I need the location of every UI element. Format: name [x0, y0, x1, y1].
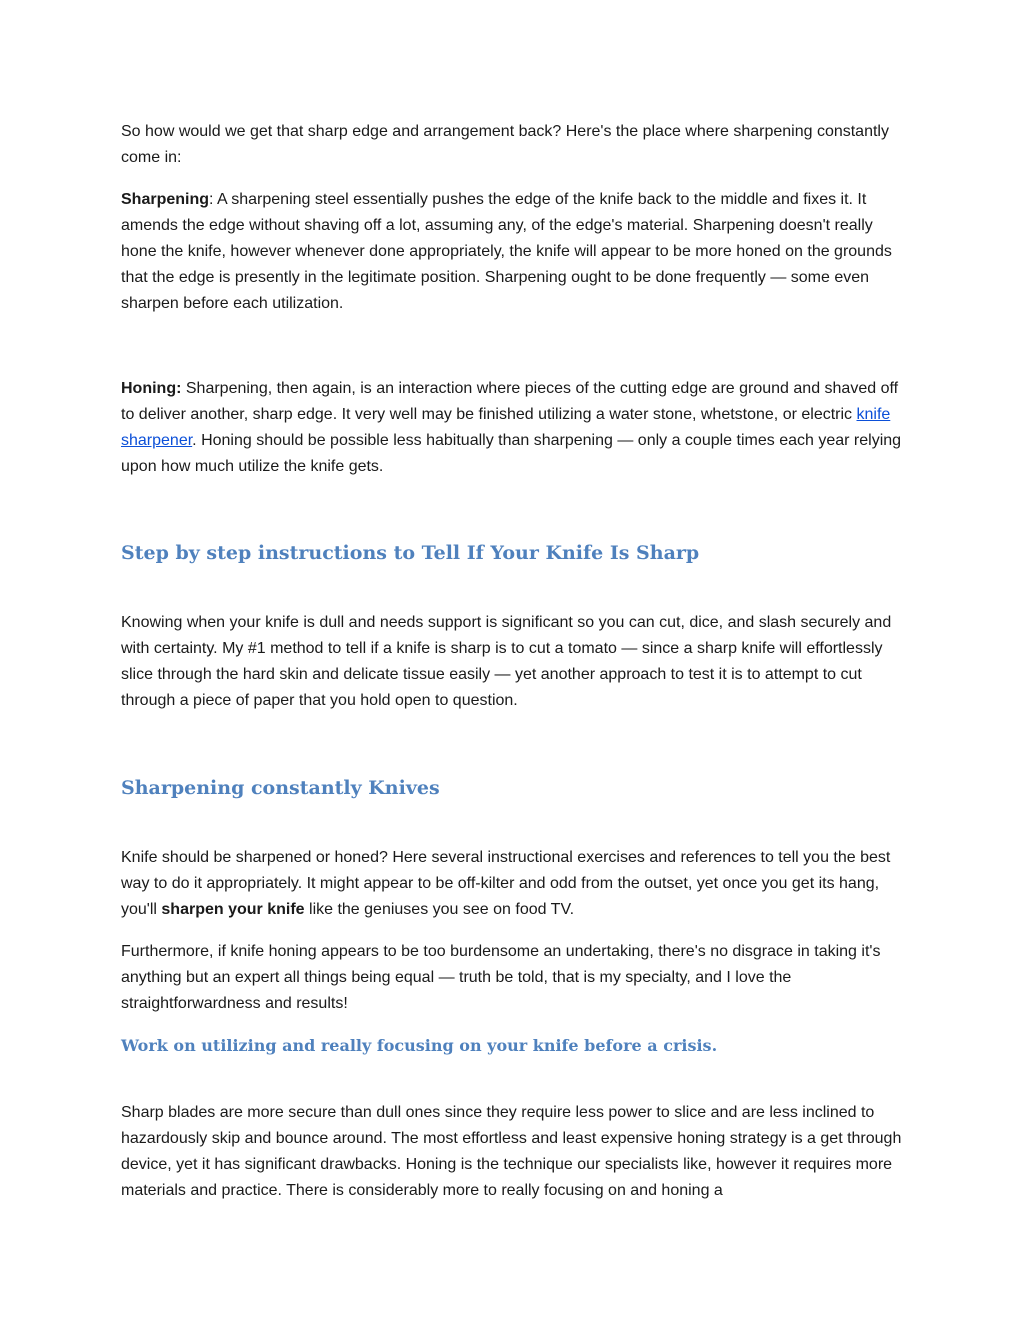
section-heading-before-crisis: Work on utilizing and really focusing on your knife before a crisis.: [121, 1036, 718, 1055]
intro-text: So how would we get that sharp edge and arrangement back? Here's the place where sharpening constantly come in:: [121, 123, 889, 166]
sharpening-term: Sharpening: [121, 191, 210, 208]
blades-paragraph: [121, 1100, 911, 1204]
sharpening-knives-text-before: Knife should be sharpened or honed? Here several instructional exercises and references to tell you the best way to do it appropriately. It might appear to be off-kilter and odd from the outset, yet once you get its hang, you'll: [121, 849, 891, 918]
blades-text: Sharp blades are more secure than dull ones since they require less power to slice and are less inclined to hazardously skip and bounce around. The most effortless and least expensive honing strategy is a get through device, yet it has significant drawbacks. Honing is the technique our specialists like, however it requires more materials and practice. There is considerably more to really focusing on and honing a: [121, 1104, 902, 1199]
expert-paragraph: [121, 939, 911, 1017]
honing-text-before: Sharpening, then again, is an interaction where pieces of the cutting edge are ground and shaved off to deliver another, sharp edge. It very well may be finished utilizing a water stone, whetstone, or electric: [121, 380, 899, 423]
sharpening-text: : A sharpening steel essentially pushes the edge of the knife back to the middle and fixes it. It amends the edge without shaving off a lot, assuming any, of the edge's material. Sharpening doesn't really hone the knife, however whenever done appropriately, the knife will appear to be more honed on the grounds that the edge is presently in the legitimate position. Sharpening ought to be done frequently — some even sharpen before each utilization.: [121, 191, 892, 312]
sharpen-your-knife-bold: sharpen your knife: [161, 901, 305, 918]
sharpening-knives-text-after: like the geniuses you see on food TV.: [304, 901, 575, 918]
sharpening-knives-paragraph: [121, 845, 911, 923]
sharpening-paragraph: [121, 187, 911, 317]
intro-paragraph: [121, 119, 911, 171]
honing-term: Honing:: [121, 380, 182, 397]
sharp-test-text: Knowing when your knife is dull and needs support is significant so you can cut, dice, and slash securely and with certainty. My #1 method to tell if a knife is sharp is to cut a tomato — since a sharp knife will effortlessly slice through the hard skin and delicate tissue easily — yet another approach to test it is to attempt to cut through a piece of paper that you hold open to question.: [121, 614, 892, 709]
expert-text: Furthermore, if knife honing appears to be too burdensome an undertaking, there's no disgrace in taking it's anything but an expert all things being equal — truth be told, that is my specialty, and I love the straightforwardness and results!: [121, 943, 881, 1012]
section-heading-sharp-test: Step by step instructions to Tell If Your Knife Is Sharp: [121, 542, 700, 564]
sharp-test-paragraph: [121, 610, 911, 714]
knife-sharpener-link[interactable]: knife sharpener: [121, 406, 891, 449]
honing-text-after: . Honing should be possible less habitually than sharpening — only a couple times each year relying upon how much utilize the knife gets.: [121, 432, 902, 475]
section-heading-sharpening-knives: Sharpening constantly Knives: [121, 777, 440, 799]
honing-paragraph: [121, 376, 911, 480]
